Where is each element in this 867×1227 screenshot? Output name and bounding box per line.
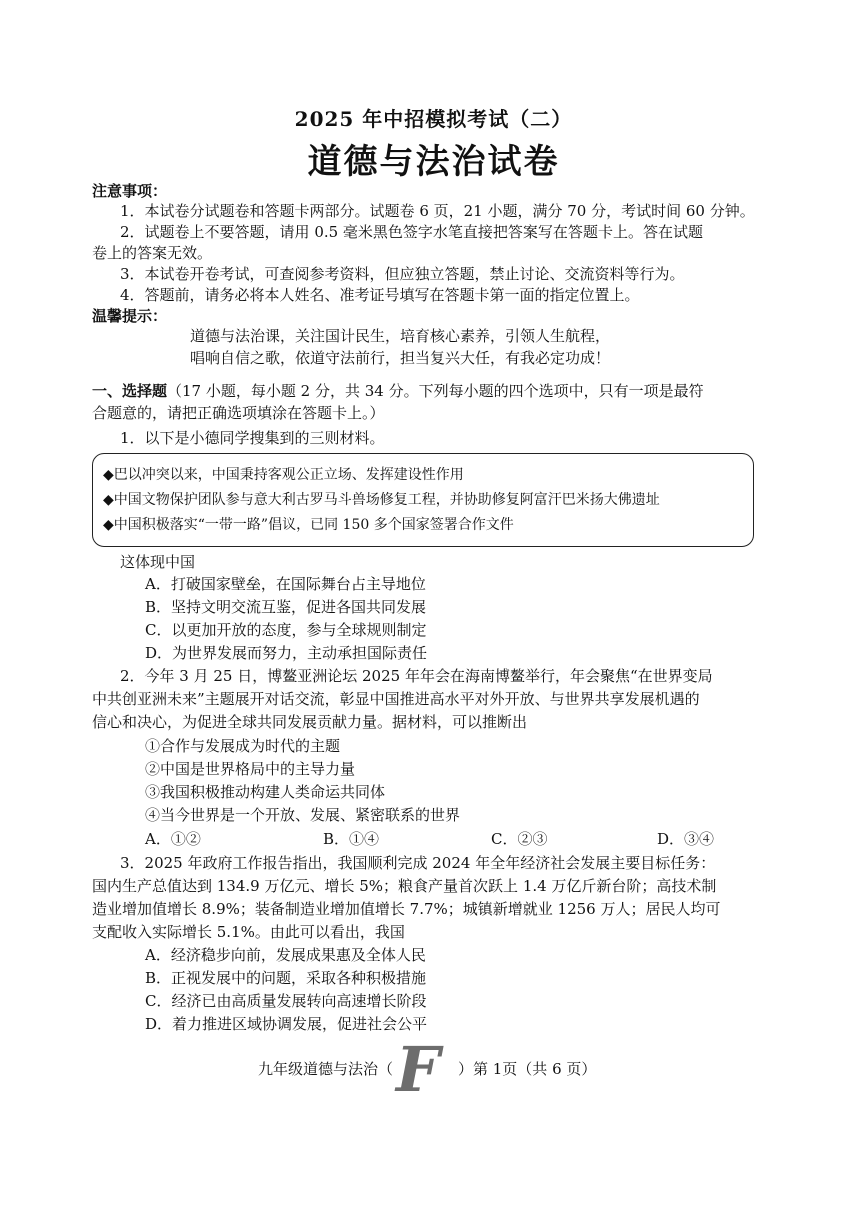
q2-statement-4: ④当今世界是一个开放、发展、紧密联系的世界 (145, 806, 461, 824)
notice-item-3: 3．本试卷开卷考试，可查阅参考资料，但应独立答题，禁止讨论、交流资料等行为。 (120, 265, 685, 283)
exam-title: 道德与法治试卷 (307, 142, 560, 182)
tips-line-1: 道德与法治课，关注国计民生，培育核心素养，引领人生航程， (190, 327, 611, 345)
q3-option-b: B．正视发展中的问题，采取各种积极措施 (145, 969, 427, 987)
footer-page-number: ）第 1页（共 6 页） (458, 1060, 597, 1078)
q1-stem: 1．以下是小德同学搜集到的三则材料。 (120, 429, 385, 447)
q3-stem-2: 国内生产总值达到 134.9 万亿元、增长 5%；粮食产量首次跃上 1.4 万亿斤新台阶；高技术制 (92, 877, 717, 895)
section1-heading-bold: 一、选择题 (92, 382, 168, 400)
q2-stem-1: 2．今年 3 月 25 日，博鳌亚洲论坛 2025 年年会在海南博鳌举行，年会聚焦“在世界变局 (120, 667, 713, 685)
q2-statement-1: ①合作与发展成为时代的主题 (145, 737, 341, 755)
notice-item-4: 4．答题前，请务必将本人姓名、准考证号填写在答题卡第一面的指定位置上。 (120, 286, 640, 304)
q1-option-d: D．为世界发展而努力，主动承担国际责任 (145, 644, 428, 662)
tips-line-2: 唱响自信之歌，依道守法前行，担当复兴大任，有我必定功成！ (190, 349, 611, 367)
section1-heading-rest: （17 小题，每小题 2 分，共 34 分。下列每小题的四个选项中，只有一项是最符 (167, 382, 704, 400)
q1-option-c: C．以更加开放的态度，参与全球规则制定 (145, 621, 427, 639)
exam-subtitle: 2025 年中招模拟考试（二） (294, 107, 573, 131)
q2-stem-3: 信心和决心，为促进全球共同发展贡献力量。据材料，可以推断出 (92, 713, 528, 731)
q2-choice-d: D．③④ (657, 830, 715, 848)
version-mark: F (395, 1033, 441, 1106)
q3-option-a: A．经济稳步向前，发展成果惠及全体人民 (145, 946, 426, 964)
q3-option-d: D．着力推进区域协调发展，促进社会公平 (145, 1015, 428, 1033)
notice-item-2: 2．试题卷上不要答题，请用 0.5 毫米黑色签字水笔直接把答案写在答题卡上。答在试题 (120, 223, 703, 241)
section1-heading (92, 380, 704, 402)
q2-choice-b: B．①④ (323, 830, 380, 848)
notice-item-2-cont: 卷上的答案无效。 (92, 244, 213, 262)
q1-material-3: ◆中国积极落实“一带一路”倡议，已同 150 多个国家签署合作文件 (103, 517, 514, 533)
q3-stem-1: 3．2025 年政府工作报告指出，我国顺利完成 2024 年全年经济社会发展主要目标任务： (120, 854, 716, 872)
notice-item-1: 1．本试卷分试题卷和答题卡两部分。试题卷 6 页，21 小题，满分 70 分，考试时间 60 分钟。 (120, 202, 755, 220)
q2-choice-c: C．②③ (491, 830, 548, 848)
q3-stem-3: 造业增加值增长 8.9%；装备制造业增加值增长 7.7%；城镇新增就业 1256 万人；居民人均可 (92, 900, 721, 918)
notice-heading: 注意事项： (92, 182, 168, 200)
q2-stem-2: 中共创亚洲未来”主题展开对话交流，彰显中国推进高水平对外开放、与世界共享发展机遇的 (92, 690, 700, 708)
q1-material-1: ◆巴以冲突以来，中国秉持客观公正立场、发挥建设性作用 (103, 467, 464, 483)
q2-statement-3: ③我国积极推动构建人类命运共同体 (145, 783, 386, 801)
footer-subject: 九年级道德与法治（ (258, 1060, 394, 1078)
tips-heading: 温馨提示： (92, 307, 168, 325)
q1-option-a: A．打破国家壁垒，在国际舞台占主导地位 (145, 575, 426, 593)
section1-heading-line2: 合题意的，请把正确选项填涂在答题卡上。） (92, 404, 385, 422)
q3-stem-4: 支配收入实际增长 5.1%。由此可以看出，我国 (92, 923, 405, 941)
q2-choice-a: A．①② (145, 830, 201, 848)
q1-lead: 这体现中国 (120, 553, 196, 571)
q1-option-b: B．坚持文明交流互鉴，促进各国共同发展 (145, 598, 427, 616)
q1-material-2: ◆中国文物保护团队参与意大利古罗马斗兽场修复工程，并协助修复阿富汗巴米扬大佛遗址 (103, 492, 660, 508)
q1-materials-box (92, 453, 754, 547)
q3-option-c: C．经济已由高质量发展转向高速增长阶段 (145, 992, 427, 1010)
q2-statement-2: ②中国是世界格局中的主导力量 (145, 760, 356, 778)
